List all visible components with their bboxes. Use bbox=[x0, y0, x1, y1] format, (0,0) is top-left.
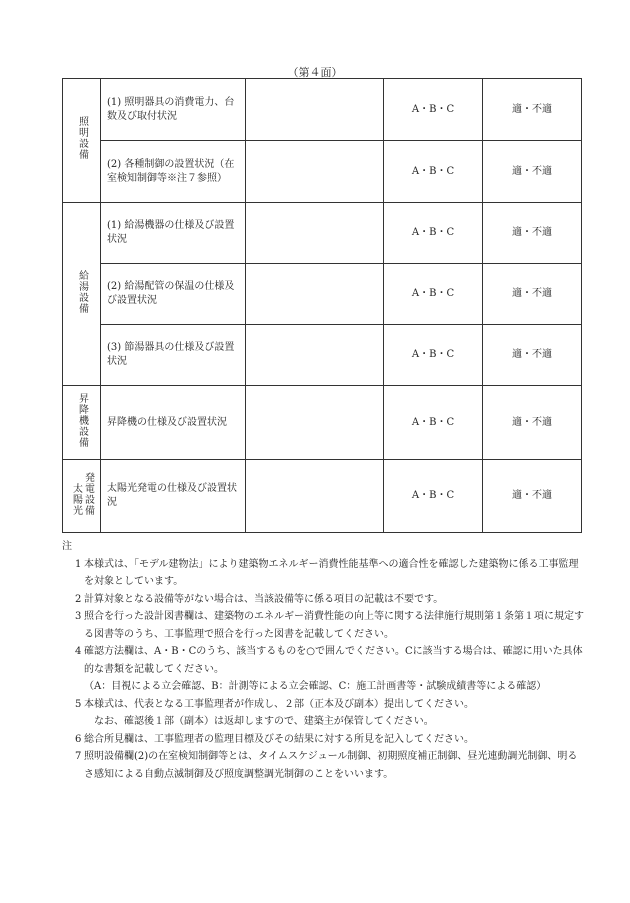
verdict-cell[interactable]: 適・不適 bbox=[483, 141, 582, 203]
item-cell: (2) 給湯配管の保温の仕様及び設置状況 bbox=[101, 264, 246, 325]
note-item: 1 本様式は、「モデル建物法」により建築物エネルギー消費性能基準への適合性を確認した建築物に係る工事監理を対象としています。 bbox=[75, 558, 579, 587]
note-item: 5 本様式は、代表となる工事監理者が作成し、２部（正本及び副本）提出してください。 なお、確認後１部（副本）は返却しますので、建築主が保管してください。 bbox=[75, 698, 474, 727]
verdict-cell[interactable]: 適・不適 bbox=[483, 325, 582, 386]
design-document-cell[interactable] bbox=[246, 325, 384, 386]
method-cell[interactable]: A・B・C bbox=[384, 203, 483, 264]
table-row bbox=[63, 386, 582, 460]
design-document-cell[interactable] bbox=[246, 264, 384, 325]
design-document-cell[interactable] bbox=[246, 79, 384, 141]
design-document-cell[interactable] bbox=[246, 460, 384, 533]
inspection-table bbox=[62, 78, 582, 533]
table-row bbox=[63, 264, 582, 325]
method-cell[interactable]: A・B・C bbox=[384, 325, 483, 386]
design-document-cell[interactable] bbox=[246, 203, 384, 264]
page-number: （第４面） bbox=[287, 66, 343, 79]
method-cell[interactable]: A・B・C bbox=[384, 79, 483, 141]
category-solar: 太陽光発電設備 bbox=[63, 460, 101, 533]
note-item: 7 照明設備欄(2)の在室検知制御等とは、タイムスケジュール制御、初期照度補正制御、昼光連動調光制御、明るさ感知による自動点滅制御及び照度調整調光制御のことをいいます。 bbox=[75, 751, 578, 780]
method-cell[interactable]: A・B・C bbox=[384, 264, 483, 325]
note-item: 3 照合を行った設計図書欄は、建築物のエネルギー消費性能の向上等に関する法律施行規則第１条第１項に規定する図書等のうち、工事監理で照合を行った図書を記載してください。 bbox=[75, 611, 584, 640]
table-row bbox=[63, 325, 582, 386]
table-row bbox=[63, 460, 582, 533]
method-cell[interactable]: A・B・C bbox=[384, 386, 483, 460]
category-elevator: 昇降機設備 bbox=[63, 386, 101, 460]
note-item: 4 確認方法欄は、A・B・Cのうち、該当するものを○で囲んでください。Cに該当する場合は、確認に用いた具体的な書類を記載してください。 （A：目視による立会確認、B：計測等による立会確認、C：施工計画書等・試験成績書等による確認） bbox=[75, 646, 583, 692]
item-cell: (1) 給湯機器の仕様及び設置状況 bbox=[101, 203, 246, 264]
design-document-cell[interactable] bbox=[246, 141, 384, 203]
method-cell[interactable]: A・B・C bbox=[384, 460, 483, 533]
table-row bbox=[63, 203, 582, 264]
verdict-cell[interactable]: 適・不適 bbox=[483, 79, 582, 141]
notes-heading: 注 bbox=[62, 541, 72, 552]
note-item: 6 総合所見欄は、工事監理者の監理目標及びその結果に対する所見を記入してください。 bbox=[75, 733, 474, 745]
item-cell: 太陽光発電の仕様及び設置状況 bbox=[101, 460, 246, 533]
design-document-cell[interactable] bbox=[246, 386, 384, 460]
verdict-cell[interactable]: 適・不適 bbox=[483, 386, 582, 460]
item-cell: (1) 照明器具の消費電力、台数及び取付状況 bbox=[101, 79, 246, 141]
note-item: 2 計算対象となる設備等がない場合は、当該設備等に係る項目の記載は不要です。 bbox=[75, 593, 444, 605]
item-cell: 昇降機の仕様及び設置状況 bbox=[101, 386, 246, 460]
table-row bbox=[63, 79, 582, 141]
item-cell: (2) 各種制御の設置状況（在室検知制御等※注７参照） bbox=[101, 141, 246, 203]
notes-section bbox=[62, 538, 586, 783]
item-cell: (3) 節湯器具の仕様及び設置状況 bbox=[101, 325, 246, 386]
table-row bbox=[63, 141, 582, 203]
method-cell[interactable]: A・B・C bbox=[384, 141, 483, 203]
verdict-cell[interactable]: 適・不適 bbox=[483, 264, 582, 325]
verdict-cell[interactable]: 適・不適 bbox=[483, 460, 582, 533]
category-hot-water: 給湯設備 bbox=[63, 203, 101, 386]
verdict-cell[interactable]: 適・不適 bbox=[483, 203, 582, 264]
category-lighting: 照明設備 bbox=[63, 79, 101, 203]
